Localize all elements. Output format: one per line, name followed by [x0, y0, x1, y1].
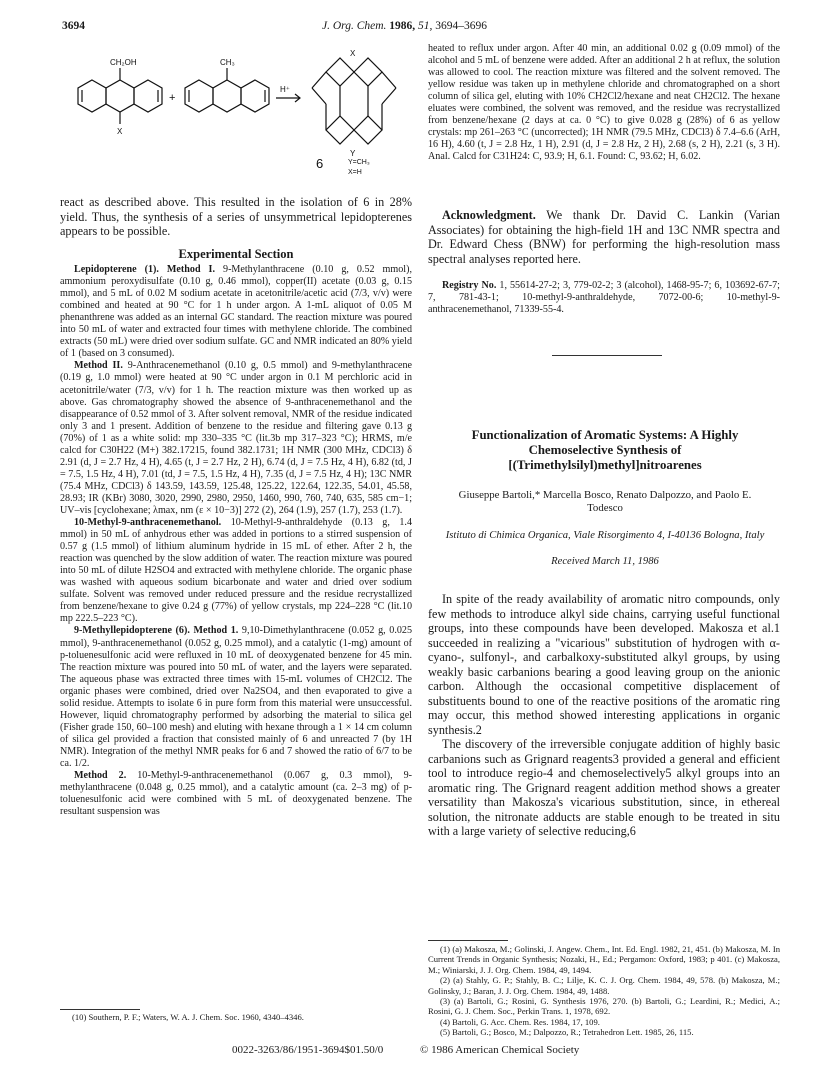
registry-heading: Registry No.	[442, 280, 497, 291]
footer-copyright: © 1986 American Chemical Society	[420, 1044, 580, 1056]
methyllepidopterene-text: 9,10-Dimethylanthracene (0.052 g, 0.025 mmol), 9-anthracenemethanol (0.052 g, 0.25 mmol), and a catalytic (1-mg) amount of p-toluenesulfonic acid were refluxed in 10 mL of deoxygenated benzene for 45 min. The reaction mixture was poured into 50 mL of water, and the layers were separated. The aqueous phase was extracted three times with 15-mL volumes of CH2Cl2. The organic phases were combined, dried over Na2SO4, and then evaporated to give a solid residue. Attempts to isolate 6 in pure form from this material were unsuccessful. However, liquid chromatography performed by adsorbing the material to silica gel (Fisher grade 150, 60–100 mesh) and eluting with hexane through a 1 × 14 cm column of silica gel provided a fraction that consisted mainly of 6 and unreacted 7 (by 1H NMR). Integration of the methyl NMR peaks for 6 and 7 showed the ratio of 6/7 to be ca. 1/2.	[60, 625, 412, 769]
methanol-synthesis-paragraph	[60, 517, 412, 625]
method-1-heading: Lepidopterene (1). Method I.	[74, 264, 216, 276]
left-footnotes	[60, 1012, 412, 1022]
x-definition: X=H	[348, 169, 362, 176]
acknowledgment-heading: Acknowledgment.	[442, 208, 536, 222]
method-1-paragraph	[60, 264, 412, 360]
method-2b-text: 10-Methyl-9-anthracenemethanol (0.067 g, 0.3 mmol), 9-methylanthracene (0.048 g, 0.25 mmol), and a catalytic amount (ca. 2–3 mg) of p-toluenesulfonic acid were combined with 5 mL of deoxygenated benzene. The resultant suspension was	[60, 770, 412, 818]
journal-name: J. Org. Chem.	[322, 20, 387, 32]
method-2b-paragraph	[60, 770, 412, 818]
x-substituent-label: X	[117, 127, 123, 136]
experimental-section	[60, 248, 412, 818]
method-2b-heading: Method 2.	[74, 770, 127, 782]
acknowledgment-block	[428, 208, 780, 266]
journal-year: 1986,	[389, 20, 416, 32]
method-2-paragraph	[60, 360, 412, 517]
intro-text: react as described above. This resulted in the isolation of 6 in 28% yield. Thus, the synthesis of a series of unsymmetrical lepidopterenes appears to be possible.	[60, 195, 412, 238]
journal-citation	[322, 20, 487, 32]
footnote-2: (2) (a) Stahly, G. P.; Stahly, B. C.; Lilje, K. C. J. Org. Chem. 1984, 49, 578. (b) Makosza, M.; Golinsky, J.; Baran, J. J. Org. Chem. 1984, 49, 1488.	[428, 975, 780, 996]
methyllepidopterene-heading: 9-Methyllepidopterene (6). Method 1.	[74, 625, 239, 637]
footnote-5: (5) Bartoli, G.; Bosco, M.; Dalpozzo, R.; Tetrahedron Lett. 1985, 26, 115.	[440, 1027, 694, 1038]
footnote-10: (10) Southern, P. F.; Waters, W. A. J. Chem. Soc. 1960, 4340–4346.	[72, 1012, 304, 1022]
body-paragraph-1: In spite of the ready availability of aromatic nitro compounds, only few methods to introduce alkyl side chains, carrying useful functional groups, into these compounds have been developed. Makosza et al.1 succeeded in realizing a "vicarious" substitution of hydrogen with α-cyano-, sulfonyl-, and carbalkoxy-substituted alkyl groups, by using weakly basic carbanions bearing a good leaving group on the anionic carbon. Although the occasional competitive displacement of substituents bound to one of the reactive positions of the aromatic ring may occur, this method showed interesting applications in organic synthesis.2	[428, 592, 780, 737]
article-authors: Giuseppe Bartoli,* Marcella Bosco, Renato Dalpozzo, and Paolo E. Todesco	[458, 489, 752, 514]
article-separator-rule	[552, 355, 662, 356]
ch3-label: CH₃	[220, 58, 235, 67]
method-1-text: 9-Methylanthracene (0.10 g, 0.52 mmol), ammonium peroxydisulfate (0.10 g, 0.46 mmol), copper(II) acetate (0.03 g, 0.15 mmol), and 5 mL of 0.02 M sodium acetate in acetonitrile/acetic acid (7/3, v/v) were combined and heated at 90 °C for 1 h under argon. A 1-mL aliquot of 0.05 M phenanthrene was added as an internal GC standard. The reaction mixture was poured into 50 mL of water and extracted four times with methylene chloride. The combined extracts (50 mL) were dried over sodium sulfate. GC and NMR indicated an 80% yield of 1 (based on 3 consumed).	[60, 264, 412, 360]
received-date: Received March 11, 1986	[551, 556, 659, 567]
bridge-x-label: X	[350, 49, 356, 58]
article-affiliation: Istituto di Chimica Organica, Viale Risorgimento 4, I-40136 Bologna, Italy	[445, 530, 765, 541]
registry-text: 1, 55614-27-2; 3, 779-02-2; 3 (alcohol), 1468-95-7; 6, 103692-67-7; 7, 781-43-1; 10-methyl-9-anthraldehyde, 7072-00-6; 10-methyl-9-anthracenemethanol, 71339-55-4.	[428, 280, 780, 316]
left-footnote-rule	[60, 1009, 140, 1010]
footnote-3: (3) (a) Bartoli, G.; Rosini, G. Synthesis 1976, 270. (b) Bartoli, G.; Leardini, R.; Medici, A.; Rosini, G. J. Chem. Soc., Perkin Trans. 1, 1978, 692.	[428, 996, 780, 1017]
article-title: Functionalization of Aromatic Systems: A Highly Chemoselective Synthesis of [(Trimethylsilyl)methyl]nitroarenes	[471, 428, 739, 472]
journal-volume: 51,	[418, 20, 433, 32]
continuation-text: heated to reflux under argon. After 40 min, an additional 0.02 g (0.09 mmol) of the alcohol and 5 mL of benzene were added. After an additional 2 h at reflux, the solution was allowed to cool. The reaction mixture was filtered and the solvent removed. The yellow residue was taken up in methylene chloride and chromatographed on a short column of silica gel, eluting with 10% CH2Cl2/hexane and neat CH2Cl2. The hexane eluates were combined, the solvent was removed, and the residue was recrystallized from benzene/hexane (2 days at ca. 0 °C) to give 0.028 g (28%) of 6 as yellow crystals: mp 261–263 °C (uncorrected); 1H NMR (79.5 MHz, CDCl3) δ 7.4–6.6 (ArH, 16 H), 4.60 (t, J = 2.8 Hz, 1 H), 2.91 (d, J = 2.8 Hz, 2 H), 2.68 (s, 2 H), 2.21 (s, 3 H). Anal. Calcd for C31H24: C, 93.9; H, 6.1. Found: C, 93.62; H, 6.02.	[428, 43, 780, 163]
acknowledgment-paragraph	[428, 208, 780, 266]
ch2oh-label: CH₂OH	[110, 58, 137, 67]
registry-block	[428, 280, 780, 316]
methanol-heading: 10-Methyl-9-anthracenemethanol.	[74, 517, 222, 529]
right-footnote-rule	[428, 940, 508, 941]
article-header	[440, 428, 770, 568]
footer-code: 0022-3263/86/1951-3694$01.50/0	[232, 1044, 384, 1056]
bridge-y-label: Y	[350, 149, 356, 158]
section-heading: Experimental Section	[178, 247, 294, 261]
page-number: 3694	[62, 20, 85, 32]
body-paragraph-2: The discovery of the irreversible conjugate addition of highly basic carbanions such as Grignard reagents3 provided a general and efficient tool to introduce regio-4 and chemoselectively5 alkyl groups into an aromatic ring. The Grignard reagent addition method shows a greater versatility than Makosza's vicarious substitution, since, in ethereal solution, the nitronate adducts are stable enough to be treated in situ with a large variety of selective reducing,6	[428, 737, 780, 838]
anthracene-2-structure	[185, 68, 269, 112]
registry-paragraph	[428, 280, 780, 316]
plus-sign: +	[169, 92, 176, 104]
methyllepidopterene-paragraph	[60, 625, 412, 770]
journal-pages: 3694–3696	[435, 20, 488, 32]
left-intro-paragraph	[60, 195, 412, 239]
methanol-text: 10-Methyl-9-anthraldehyde (0.13 g, 1.4 mmol) in 50 mL of anhydrous ether was added in portions to a stirred suspension of 0.57 g (1.5 mmol) of lithium aluminum hydride in 15 mL of ether. After 2 h, the reaction was quenched by the slow addition of water. The reaction mixture was poured into 50 mL of dilute H2SO4 and extracted with methylene chloride. The organic phase was washed with aqueous sodium bicarbonate and water and dried over sodium sulfate. Solvent was removed under reduced pressure and the residue recrystallized from benzene/hexane to give 0.24 g (77%) of yellow crystals, mp 224–228 °C (lit.10 mp 222.5–223 °C).	[60, 517, 412, 625]
acid-reagent-label: H⁺	[280, 85, 290, 94]
y-definition: Y=CH₃	[348, 159, 370, 166]
right-footnotes	[428, 944, 780, 1038]
footnote-4: (4) Bartoli, G. Acc. Chem. Res. 1984, 17, 109.	[440, 1016, 600, 1027]
method-2-heading: Method II.	[74, 360, 123, 372]
footnote-1: (1) (a) Makosza, M.; Golinski, J. Angew. Chem., Int. Ed. Engl. 1982, 21, 451. (b) Makosza, M. In Current Trends in Organic Synthesis; Nozaki, H., Ed.; Pergamon: Oxford, 1983; p 401. (c) Makosza, M.; Winiarski, J. J. Org. Chem. 1984, 49, 1494.	[428, 944, 780, 975]
lepidopterene-structure	[312, 58, 396, 144]
right-continuation	[428, 43, 780, 163]
compound-number: 6	[316, 156, 324, 171]
acknowledgment-text: We thank Dr. David C. Lankin (Varian Associates) for obtaining the high-field 1H and 13C NMR spectra and Dr. Edward Chess (BNW) for performing the high-resolution mass spectral analyses reported here.	[428, 208, 781, 266]
article-body	[428, 592, 780, 839]
reaction-scheme	[64, 48, 414, 176]
anthracene-1-structure	[78, 68, 162, 124]
method-2-text: 9-Anthracenemethanol (0.10 g, 0.5 mmol) and 9-methylanthracene (0.19 g, 1.0 mmol) were heated at 90 °C under argon in 0.1 M perchloric acid in acetonitrile/water (7/3, v/v) for 1 h. The reaction mixture was then worked up as above. Gas chromatography showed the absence of 9-anthracenemethanol and the disappearance of 0.52 mmol of 3. After solvent removal, NMR of the residue indicated only 3 and 1 present. Addition of benzene to the residue and filtering gave 0.13 g (70%) of 1 as a white solid: mp 330–335 °C (lit.3b mp 317–323 °C); HRMS, m/e calcd for C30H22 (M+) 382.17215, found 382.1731; 1H NMR (300 MHz, CDCl3) δ 2.91 (d, J = 2.7 Hz, 4 H), 4.65 (t, J = 2.7 Hz, 2 H), 6.74 (d, J = 7.5 Hz, 4 H), 6.82 (td, J = 7.5, 1.5 Hz, 4 H), 7.01 (td, J = 7.5, 1.5 Hz, 4 H), 7.35 (d, J = 7.5 Hz, 4 H); 13C NMR (75.4 MHz, CDCl3) δ 143.59, 143.59, 125.48, 125.22, 122.64, 122.35, 54.01, 45.58, 28.93; IR (KBr) 3080, 3020, 2990, 2980, 2950, 1460, 990, 760, 740, 635, 585 cm−1; UV–vis [cyclohexane; λmax, nm (ε × 10−3)] 272 (2), 264 (1.9), 257 (1.7), 253 (1.7).	[60, 360, 412, 516]
